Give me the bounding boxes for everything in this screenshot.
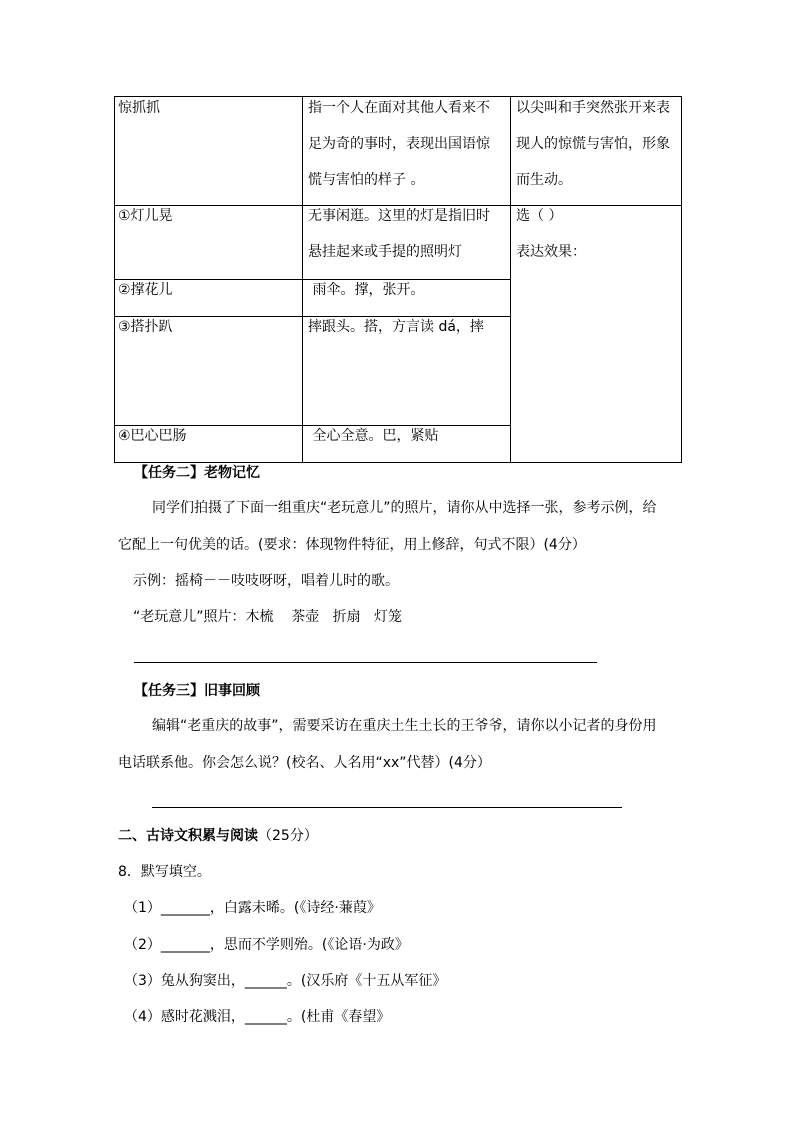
table-cell-meaning: 摔跟头。搭，方言读 dá，摔 [308,319,484,335]
task3-answer-line[interactable] [152,807,622,808]
table-cell-word: ③搭扑趴 [118,319,173,335]
task3-prompt: 电话联系他。你会怎么说？(校名、人名用“xx”代替）(4分） [118,755,491,771]
task2-example: 示例：摇椅－－吱吱呀呀，唱着儿时的歌。 [133,573,399,589]
table-cell-meaning: 全心全意。巴，紧贴 [308,428,439,444]
task2-answer-line[interactable] [134,662,597,663]
table-border-right [681,96,682,463]
table-cell-word: ④巴心巴肠 [118,428,187,444]
table-cell-meaning: 足为奇的事时，表现出国语惊 [308,136,490,152]
table-cell-word: ②撑花儿 [118,282,173,298]
task3-title: 【任务三】旧事回顾 [134,683,260,699]
q8-title: 8．默写填空。 [118,864,211,880]
q8-item: （2）_______，思而不学则殆。(《论语·为政》 [124,937,409,953]
q8-item: （4）感时花溅泪，______。(杜甫《春望》 [124,1009,391,1025]
q8-item: （1）_______，白露未晞。(《诗经·蒹葭》 [124,900,381,916]
table-border-top [114,96,682,97]
task2-prompt: 同学们拍摄了下面一组重庆“老玩意儿”的照片，请你从中选择一张，参考示例，给 [152,500,657,516]
section2-title: 二、古诗文积累与阅读 [118,828,258,844]
table-cell-meaning: 无事闲逛。这里的灯是指旧时 [308,208,490,224]
table-cell-effect: 以尖叫和手突然张开来表 [516,100,670,116]
table-cell-meaning: 雨伞。撑，张开。 [308,282,425,298]
table-cell-effect: 而生动。 [516,172,572,188]
task2-photos: “老玩意儿”照片：木梳 茶壶 折扇 灯笼 [133,609,403,625]
table-cell-effect: 现人的惊慌与害怕，形象 [516,136,670,152]
table-cell-word: ①灯儿晃 [118,208,173,224]
task2-prompt: 它配上一句优美的话。(要求：体现物件特征，用上修辞，句式不限）(4分） [118,537,586,553]
table-cell-word: 惊抓抓 [118,100,160,116]
effect-label: 表达效果： [516,244,586,260]
table-cell-meaning: 慌与害怕的样子 。 [308,172,425,188]
section2-score: （25分） [258,828,318,844]
choice-label: 选（ ） [516,208,563,224]
task3-prompt: 编辑“老重庆的故事”，需要采访在重庆土生土长的王爷爷，请你以小记者的身份用 [152,718,657,734]
section2-heading [118,826,318,846]
table-cell-meaning: 悬挂起来或手提的照明灯 [308,244,462,260]
q8-item: （3）兔从狗窦出，______。(汉乐府《十五从军征》 [124,973,447,989]
table-cell-meaning: 指一个人在面对其他人看来不 [308,100,490,116]
task2-title: 【任务二】老物记忆 [134,465,260,481]
